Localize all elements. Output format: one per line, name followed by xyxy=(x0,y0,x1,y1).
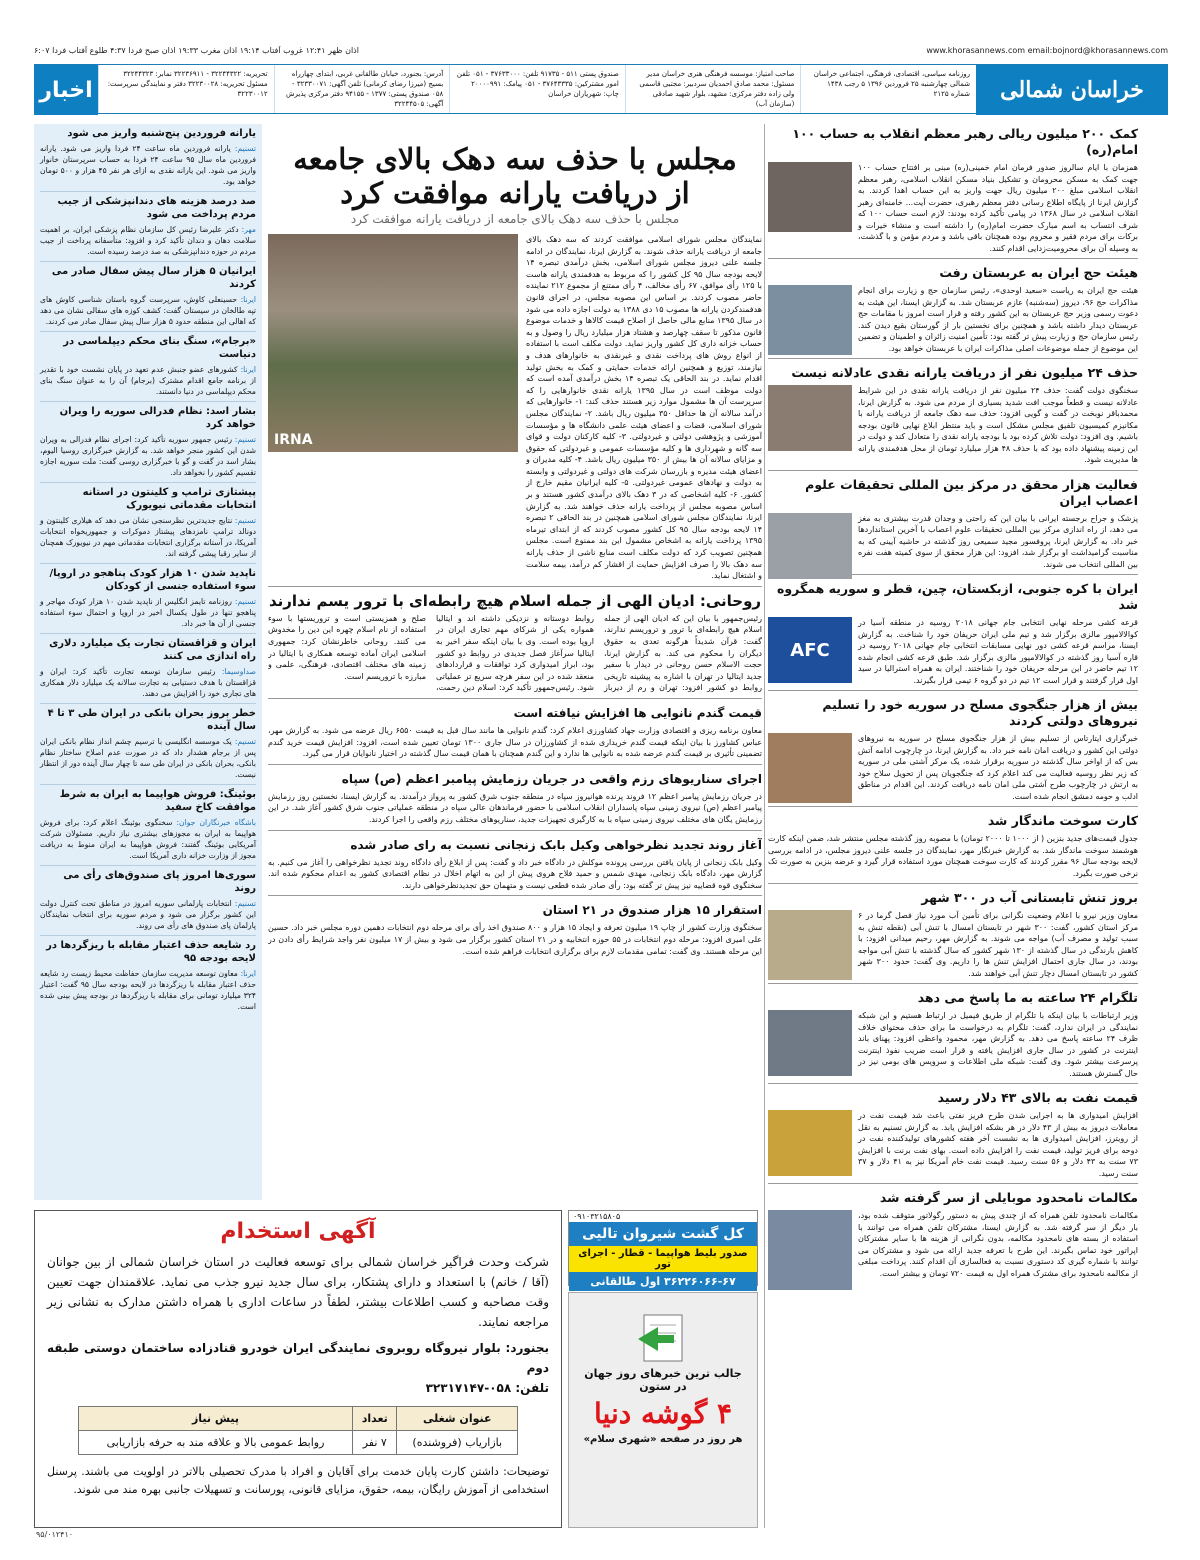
news-story xyxy=(768,990,1138,1084)
news-story xyxy=(768,1190,1138,1283)
brief-title: رد شایعه حذف اعتبار مقابله با ریزگردها در لایحه بودجه ۹۵ xyxy=(46,940,256,964)
masthead-info-3: صندوق پستی ۵۱۱ - ۹۱۷۳۵ تلفن: ۳۷۶۳۳۰۰۰ - ۰۵۱ تلفن امور مشترکین: ۳۷۶۴۳۳۳۵ - ۰۵۱ پیامک: ۲۰۰۰۰۹۹۱ چاپ: شهریاران خراسان xyxy=(449,65,625,113)
story-body: معاون وزیر نیرو با اعلام وضعیت نگرانی برای تأمین آب مورد نیاز فصل گرما در ۶ مرکز استان کشور، گفت: ۳۰۰ شهر در تابستان امسال با تنش آبی (نقطه تنش به سبب تولید و مصرف آب) مواجه می شوند. به گزارش مهر، رحیم میدانی افزود: با کاهش بارندگی در سال گذشته از ۱۳۰ شهر کشور که سال گذشته با تنش آبی مواجه بودند، در سال جاری احتمال افزایش تنش ها را داریم. وی گفت: حدود ۳۰۰ شهر کشور در تابستان امسال دچار تنش آبی خواهند شد. xyxy=(858,911,1138,978)
story-title: ایران با کره جنوبی، ازبکستان، چین، قطر و سوریه همگروه شد xyxy=(777,581,1138,612)
section-label: اخبار xyxy=(34,65,98,115)
masthead xyxy=(34,64,1168,114)
story-body: سخنگوی وزارت کشور از چاپ ۱۹ میلیون تعرفه و ایجاد ۱۵ هزار و ۸۰۰ صندوق اخذ رأی برای مرحله دوم انتخابات دهمین دوره مجلس خبر داد. حسین علی امیری افزود: مرحله دوم انتخابات در ۵۵ حوزه انتخابیه و در ۲۱ استان کشور برگزار می شود و بیش از ۱۷ میلیون نفر واجد شرایط رأی دادن در این مرحله هستند. وی گفت: تمامی مقدمات لازم برای برگزاری انتخابات فراهم شده است. xyxy=(268,923,762,956)
ad-description: شرکت وحدت فراگیر خراسان شمالی برای توسعه فعالیت در استان خراسان شمالی از بین جوانان (آقا / خانم) با استعداد و دارای پشتکار، برای سال جدید نیرو جذب می نماید. علاقمندان جهت تعیین وقت مصاحبه و کسب اطلاعات بیشتر، لطفاً در ساعات اداری با همراه داشتن مدارک به نشانی زیر مراجعه نمایند. xyxy=(47,1255,549,1329)
brief-body xyxy=(40,596,256,629)
brief-text: دکتر علیرضا رئیس کل سازمان نظام پزشکی ایران، بر اهمیت سلامت دهان و دندان تأکید کرد و افزود: متأسفانه پرداخت از جیب مردم در حوزه دندانپزشکی به صد درصد رسیده است. xyxy=(40,225,256,256)
story-body: سخنگوی دولت گفت: حذف ۲۴ میلیون نفر از دریافت یارانه نقدی در این شرایط عادلانه نیست و قطعاً موجب افت شدید بسیاری از مردم می شود. به گزارش ایرنا، محمدباقر نوبخت در گفت و گویی افزود: حذف سه دهک جامعه از دریافت یارانه با مکانیزم کمیسیون تلفیق مجلس مشکل است و باید منتظر ابلاغ نهایی قانون بودجه باشیم. وی افزود: دولت تلاش کرده بود با بودجه یارانه نقدی را متعادل کند و دولت در این زمینه پیشنهاد داده بود که با حذف ۴۸ هزار میلیارد تومان از محل هدفمندی یارانه ها مدیریت شود. xyxy=(858,386,1138,464)
brief-body xyxy=(40,294,256,327)
story-title: قیمت گندم نانوایی ها افزایش نیافته است xyxy=(513,705,762,720)
brief-text: رئیس سازمان توسعه تجارت تأکید کرد: ایران و قزاقستان با هدف دستیابی به تجارت سالانه یک میلیارد دلار همکاری های تجاری خود را افزایش می دهند. xyxy=(40,667,256,698)
news-story xyxy=(768,126,1138,259)
news-story xyxy=(268,698,762,760)
story-body: هیئت حج ایران به ریاست «سعید اوحدی»، رئیس سازمان حج و زیارت برای انجام مذاکرات حج ۹۶، دیروز (سه‌شنبه) عازم عربستان شد. به گزارش ایسنا، این هیئت به دعوت رسمی وزیر حج عربستان به این کشور رفته و قرار است امروز با مقامات حج عربستان دیدار داشته باشد و همچنین برای نخستین بار از گورستان بقیع دیدن کند. رئیس سازمان حج و زیارت پیش تر گفته بود: تأمین امنیت زائران و اطمینان و تضمین این موضوع از جمله موضوعات اصلی مذاکرات ایران با عربستان خواهد بود. xyxy=(858,286,1138,353)
spokesman-photo xyxy=(768,385,852,451)
story-body: جدول قیمت‌های جدید بنزین ( از ۱۰۰۰ تا ۲۰۰۰ تومان) با مصوبه روز گذشته مجلس منتشر شد، ضمن اینکه کارت هوشمند سوخت ماندگار شد. به گزارش خبرنگار مهر، نمایندگان در جلسه علنی دیروز مجلس، در ادامه بررسی لایحه بودجه سال ۹۶ مقرر کردند که کارت سوخت همچنان مورد استفاده قرار گیرد و عرضه بنزین به صورت تک نرخی صورت بگیرد. xyxy=(768,834,1138,878)
story-title: استقرار ۱۵ هزار صندوق در ۲۱ استان xyxy=(542,903,762,918)
story-body: در جریان رزمایش پیامبر اعظم ۱۲ فروند پرنده هوانیروز سپاه در منطقه جنوب شرق کشور به پرواز درآمدند. به گزارش ایسنا، نخستین روز رزمایش پیامبر اعظم (ص) نیروی زمینی سپاه پاسداران انقلاب اسلامی با حضور فرماندهان عالی سپاه در منطقه عملیاتی جنوب شرق کشور آغاز شد. در این رزمایش یگان های مختلف نیروی زمینی سپاه با به کارگیری تجهیزات جدید، سناریوهای مختلف رزم واقعی را اجرا کردند. xyxy=(268,791,762,824)
brief-title: ایرانیان ۵ هزار سال پیش سفال صادر می کردند xyxy=(51,266,256,290)
brief-text: حسینعلی کاوش، سرپرست گروه باستان شناسی کاوش های تپه طالخان در سیستان گفت: کشف کوزه های سفالی نشان می دهد که اهالی این منطقه حدود ۵ هزار سال پیش سفال صادر می کردند. xyxy=(40,295,256,326)
brief-title: سوری‌ها امروز پای صندوق‌های رأی می روند xyxy=(63,870,256,894)
ad-address: بجنورد: بلوار نیروگاه روبروی نمایندگی ایران خودرو قنادزاده ساختمان دوستی طبقه دوم xyxy=(47,1341,549,1375)
story-body: وکیل بابک زنجانی از پایان یافتن بررسی پرونده موکلش در دادگاه خبر داد و گفت: پس از ابلاغ رأی دادگاه روند تجدید نظرخواهی را آغاز می کنیم. به گزارش مهر، دادگاه بابک زنجانی، مهدی شمس و حمید فلاح هروی پیش از این به اتهام اخلال در نظام اقتصادی کشور به اعدام محکوم شده اند. سخنگوی قوه قضاییه نیز پیش تر گفته بود: رأی صادر شده قطعی نیست و متهمان حق تجدیدنظرخواهی دارند. xyxy=(268,857,762,890)
column-rule xyxy=(764,124,765,1528)
news-agency: تسنیم: xyxy=(234,597,257,606)
brief-story xyxy=(40,704,256,785)
lead-article-text: نمایندگان مجلس شورای اسلامی موافقت کردند که سه دهک بالای جامعه از دریافت یارانه حذف شوند. به گزارش ایرنا، نمایندگان در ادامه جلسه علنی دیروز مجلس شورای اسلامی، بخش درآمدی تبصره ۱۴ لایحه بودجه سال ۹۵ کل کشور را که مربوط به هدفمندی یارانه هاست با ۱۲۵ رأی موافق، ۶۷ رأی مخالف، ۴ رأی ممتنع از مجموع ۲۱۲ نماینده حاضر مصوب کردند. بر اساس این مصوبه مجلس، در اجرای قانون هدفمندکردن یارانه ها مصوب ۱۵ دی ۱۳۸۸ به دولت اجازه داده می شود در سال ۱۳۹۵ منابع مالی حاصل از اصلاح قیمت کالاها و خدمات موضوع قانون مذکور تا سقف چهارصد و هشتاد هزار میلیارد ریال را وصول و به حساب خزانه داری کل کشور واریز نماید. دولت مکلف است با استفاده از انواع روش های پرداخت نقدی و غیرنقدی به خانوارهای هدف و نیازمند، توزیع و همچنین ارائه خدمات حمایتی و کمک به بخش تولید اقدام نماید. در بند الحاقی یک تبصره ۱۴ بخش درآمدی آمده است که دولت موظف است در سال ۱۳۹۵ یارانه نقدی خانوارهایی را که سرپرست آن ها مشمول موارد زیر هستند حذف کند: ۱- خانوارهایی که درآمد سالانه آن ها حداقل ۳۵۰ میلیون ریال باشد. ۲- نمایندگان مجلس شورای اسلامی، قضات و اعضای هیئت علمی دانشگاه ها و مؤسسات آموزشی و پژوهشی دولتی و غیردولتی. ۳- کلیه کارکنان دولت و قوای سه گانه و شهرداری ها و کلیه مؤسسات عمومی و غیردولتی که حقوق و مزایای سالانه آن ها بیش از ۳۵۰ میلیون ریال باشد. ۴- کلیه مدیران و اعضای هیئت مدیره و بازرسان شرکت های دولتی و غیردولتی و وابسته به دولت و نهادهای عمومی غیردولتی. ۵- کلیه ایرانیان مقیم خارج از کشور. ۶- کلیه اشخاصی که در ۳ دهک بالای درآمدی کشور هستند و بر اساس مصوبه مجلس از پرداخت یارانه حذف خواهند شد. به گزارش ایرنا، نمایندگان مجلس شورای اسلامی همچنین در بند الحاقی ۲ تبصره ۱۴ لایحه بودجه سال ۹۵ کل کشور مصوب کردند که از ابتدای تیرماه ۱۳۹۵ پرداخت یارانه به اشخاص مشمول این بند ممنوع است. مجلس همچنین تصویب کرد که دولت مکلف است منابع ناشی از حذف یارانه سه دهک بالا را صرف افزایش حمایت از اقشار کم درآمد، بیمه سلامت و اشتغال نماید. xyxy=(526,235,762,581)
ad-title: آگهی استخدام xyxy=(220,1219,376,1244)
photo-credit: IRNA xyxy=(274,432,313,448)
mobile-phones-photo xyxy=(768,1210,852,1290)
story-body: پزشک و جراح برجسته ایرانی با بیان این که راحتی و وجدان قدرت بیشتری به مغز می دهد، از راه اندازی مرکز بین المللی تحقیقات علوم اعصاب با آخرین استانداردها خبر داد. به گزارش ایرنا، پروفسور مجید سمیعی روز گذشته در حاشیه آیینی که به مناسبت گرامیداشت او برگزار شد، افزود: این هزار محقق از سوی کمیته هفت نفره بین المللی انتخاب می شوند. xyxy=(858,513,1138,569)
brief-title: «برجام»، سنگ بنای محکم دیپلماسی در دنیاست xyxy=(63,336,256,360)
brief-text: روزنامه تایمز انگلیس از ناپدید شدن ۱۰ هزار کودک مهاجر و پناهجو تنها در طول یکسال اخیر در اروپا و احتمال سوء استفاده جنسی از آن ها خبر داد. xyxy=(40,597,256,628)
story-body: قرعه کشی مرحله نهایی انتخابی جام جهانی ۲۰۱۸ روسیه در منطقه آسیا در کوالالامپور مالزی برگزار شد و تیم ملی ایران حریفان خود را شناخت. به گزارش ایسنا، مراسم قرعه کشی دور نهایی مسابقات انتخابی جام جهانی ۲۰۱۸ روسیه در قاره آسیا روز گذشته در کوالالامپور مالزی برگزار شد. طبق قرعه کشی انجام شده ۱۲ تیم حاضر در این مرحله حریفان خود را شناختند. ایران به همراه استرالیا در سید اول قرار گرفتند و قرار است ۱۲ تیم در دو گروه ۶ تیمی قرار بگیرند. xyxy=(858,618,1138,685)
news-story xyxy=(768,813,1138,884)
right-column xyxy=(768,124,1138,1528)
official-photo xyxy=(768,285,852,355)
brief-body xyxy=(40,224,256,257)
brief-story xyxy=(40,936,256,1016)
job-title-cell: بازاریاب (فروشنده) xyxy=(397,1431,518,1455)
masthead-info-5: تحریریه: ۳۲۲۴۴۳۲۲ - ۳۲۲۳۶۹۱۱ نمابر: ۳۲۲۴۴۳۲۳ مسئول تحریریه: ۳۲۲۳۰۰۲۸ دفتر و نمایندگی سرپرست: ۳۲۲۳۰۰۱۲ xyxy=(98,65,274,113)
lead-article-body-part xyxy=(526,234,762,582)
ad-tagline: جالب ترین خبرهای روز جهان در ستون xyxy=(584,1367,742,1393)
brief-text: سخنگوی بوئینگ اعلام کرد: برای فروش هواپیما به ایران به مجوزهای بیشتری نیاز داریم. مسئولان شرکت آمریکایی بوئینگ گفتند: فروش هواپیما به ایران منوط به دریافت مجوز از وزارت خزانه داری آمریکا است. xyxy=(40,818,256,860)
agency-services: صدور بلیط هواپیما - قطار - اجرای تور xyxy=(569,1246,757,1272)
brief-text: معاون توسعه مدیریت سازمان حفاظت محیط زیست رد شایعه حذف اعتبار مقابله با ریزگردها در لایحه بودجه سال ۹۵ گفت: اعتبار ۳۲۴ میلیارد تومانی برای مقابله با ریزگردها در بودجه پیش بینی شده است. xyxy=(40,969,256,1011)
job-table-header: پیش نیاز xyxy=(79,1407,353,1431)
brief-story xyxy=(40,332,256,402)
agency-name: کل گشت شیروان تالیی xyxy=(569,1222,757,1246)
story-title: روحانی: ادیان الهی از جمله اسلام هیچ رابطه‌ای با ترور یسم ندارند xyxy=(268,591,762,610)
brief-body xyxy=(40,515,256,559)
masthead-info-1: روزنامه سیاسی، اقتصادی، فرهنگی، اجتماعی خراسان شمالی چهارشنبه ۲۵ فروردین ۱۳۹۶ ۵ رجب ۱۴۳۸ شماره ۲۱۲۵ xyxy=(800,65,976,113)
news-story xyxy=(768,477,1138,576)
story-title: کمک ۲۰۰ میلیون ریالی رهبر معظم انقلاب به حساب ۱۰۰ امام(ره) xyxy=(792,126,1138,157)
brief-title: ناپدید شدن ۱۰ هزار کودک پناهجو در اروپا/ سوء استفاده جنسی از کودکان xyxy=(49,568,256,592)
news-story xyxy=(268,764,762,826)
brief-title: بشار اسد: نظام فدرالی سوریه را ویران خواهد کرد xyxy=(59,406,256,430)
brief-story xyxy=(40,124,256,192)
brief-text: یک موسسه انگلیسی با ترسیم چشم انداز نظام بانکی ایران پس از برجام هشدار داد که در صورت عدم اصلاح ساختار نظام بانکی، بحران بانکی در ایران طی سه تا چهار سال آینده دور از انتظار نیست. xyxy=(40,737,256,779)
story-title: فعالیت هزار محقق در مرکز بین المللی تحقیقات علوم اعصاب ایران xyxy=(805,476,1138,508)
job-requirement-cell: روابط عمومی بالا و علاقه مند به حرفه بازاریابی xyxy=(79,1431,353,1455)
minister-photo xyxy=(768,1010,852,1076)
syria-photo xyxy=(768,733,852,803)
top-strip xyxy=(34,46,1168,60)
main-subheadline: مجلس با حذف سه دهک بالای جامعه از دریافت یارانه موافقت کرد xyxy=(350,212,680,226)
news-agency: ایرنا: xyxy=(240,295,256,304)
brief-title: بوئینگ: فروش هواپیما به ایران به شرط موافقت کاخ سفید xyxy=(59,789,256,813)
story-title: حذف ۲۴ میلیون نفر از دریافت یارانه نقدی عادلانه نیست xyxy=(791,365,1138,380)
story-title: آغاز روند تجدید نظرخواهی وکیل بابک زنجانی نسبت به رای صادر شده xyxy=(350,837,762,852)
story-body: مکالمات نامحدود تلفن همراه که از چندی پیش به دستور رگولاتور متوقف شده بود، بار دیگر از سر گرفته شد. به گزارش ایسنا، مشترکان تلفن همراه می توانند با استفاده از بسته های نامحدود مکالمه، بدون نگرانی از هزینه ها با سایر مشترکان اپراتور خود تماس بگیرند. این طرح با تعرفه جدید ارائه می شود و مشترکان می توانند با شماره گیری کد دستوری نسبت به فعالسازی آن اقدام کنند. پرداخت مبلغی از مکالمه نامحدود برای مشترک همراه اول به قیمت ۷۲۰ تومان و بیشتر است. xyxy=(858,1211,1138,1278)
main-headline-line2: از دریافت یارانه موافقت کرد xyxy=(340,176,690,210)
brief-story xyxy=(40,262,256,332)
website-info: www.khorasannews.com email:bojnord@khorasannews.com xyxy=(926,46,1168,55)
job-table xyxy=(78,1406,518,1455)
news-story xyxy=(768,890,1138,984)
news-agency: تسنیم: xyxy=(234,435,257,444)
brief-story xyxy=(40,564,256,634)
parliament-photo xyxy=(268,234,518,452)
brief-body xyxy=(40,434,256,478)
brief-body xyxy=(40,736,256,780)
news-agency: تسنیم: xyxy=(234,899,256,908)
news-agency: مهر: xyxy=(241,225,256,234)
table-row xyxy=(79,1431,518,1455)
brief-story xyxy=(40,866,256,936)
document-arrow-icon xyxy=(634,1313,694,1363)
water-tap-photo xyxy=(768,910,852,980)
four-corners-ad xyxy=(568,1292,758,1528)
story-title: قیمت نفت به بالای ۴۳ دلار رسید xyxy=(937,1090,1138,1105)
ad-notes: توضیحات: داشتن کارت پایان خدمت برای آقایان و افراد با مدرک تحصیلی بالاتر در اولویت می باشند. پرسنل استخدامی از آموزش رایگان، بیمه، حقوق، مزایای قانونی، پورسانت و تسهیلات جانبی بهره مند می شوند. xyxy=(47,1465,549,1496)
news-agency: تسنیم: xyxy=(234,144,257,153)
news-agency: باشگاه خبرنگاران جوان: xyxy=(176,818,256,827)
brief-body xyxy=(40,143,256,187)
brief-title: یارانه فروردین پنج‌شنبه واریز می شود xyxy=(67,128,256,139)
news-story xyxy=(768,365,1138,471)
travel-agency-ad xyxy=(568,1210,758,1286)
newspaper-logo: خراسان شمالی xyxy=(976,65,1168,115)
ad-top-number: ۰۹۱۰۳۲۱۵۸۰۵ xyxy=(573,1212,621,1221)
story-body: همزمان با ایام سالروز صدور فرمان امام خمینی(ره) مبنی بر افتتاح حساب ۱۰۰ جهت کمک به مسکن محرومان و تشکیل بنیاد مسکن انقلاب اسلامی، رهبر معظم انقلاب اسلامی مبلغ ۲۰۰ میلیون ریال جهت واریز به این حساب اهدا کردند. به گزارش ایرنا از پایگاه اطلاع رسانی دفتر معظم رهبری، حضرت آیت... خامنه‌ای رهبر انقلاب اسلامی در سال ۱۳۶۸ در پیامی تأکید کرده بودند: لازم است حساب ۱۰۰ که شرف انتساب به اسم مبارک حضرت امام(ره) را داشته است و منشاء خیرات و برکات برای مردم فقیر و محروم بوده همچنان باقی باشد و مردم مؤمن و با گذشت، به وسیله آن برای محرومیت‌زدایی اقدام کنند. xyxy=(858,163,1138,253)
story-body: رئیس‌جمهور با بیان این که ادیان الهی از جمله اسلام هیچ رابطه‌ای با ترور و تروریسم ندارند، گفت: قرآن شدیداً هرگونه تعدی به حقوق دیگران را محکوم می کند. به گزارش ایرنا، حجت الاسلام حسن روحانی در دیدار با سفیر جدید ایتالیا در تهران با اشاره به پیشینه تاریخی روابط دو کشور افزود: تهران و رم از دیرباز روابط دوستانه و نزدیکی داشته اند و ایتالیا همواره یکی از شرکای مهم تجاری ایران در اروپا بوده است. وی با بیان اینکه سفر اخیر به ایتالیا سرآغاز فصل جدیدی در روابط دو کشور بود، ابراز امیدواری کرد توافقات و قراردادهای منعقد شده در این سفر هرچه سریع تر عملیاتی شود. رئیس‌جمهور تأکید کرد: اسلام دین رحمت، صلح و همزیستی است و تروریستها با سوء استفاده از نام اسلام چهره این دین را مخدوش می کنند. روحانی خاطرنشان کرد: جمهوری اسلامی ایران آماده توسعه همکاری با ایتالیا در زمینه های مختلف اقتصادی، فرهنگی، علمی و مبارزه با تروریسم است. xyxy=(268,613,762,693)
brief-story xyxy=(40,483,256,564)
brief-text: رئیس جمهور سوریه تأکید کرد: اجرای نظام فدرالی به ویران شدن این کشور منجر خواهد شد. به گزارش خبرگزاری روسیا الیوم، بشار اسد در گفت و گو با خبرگزاری روسی گفت: ملت سوریه اجازه تقسیم کشور را نخواهد داد. xyxy=(40,435,256,477)
ad-subline: هر روز در صفحه «شهری سلام» xyxy=(583,1434,743,1445)
story-title: اجرای سناریوهای رزم واقعی در جریان رزمایش پیامبر اعظم (ص) سپاه xyxy=(341,771,762,786)
ad-code: ۹۵/۰۱۲۴۱۰ xyxy=(36,1530,74,1539)
story-title: بیش از هزار جنگجوی مسلح در سوریه خود را تسلیم نیروهای دولتی کردند xyxy=(822,697,1138,728)
news-agency: تسنیم: xyxy=(234,737,256,746)
oil-chart-photo xyxy=(768,1110,852,1176)
brief-story xyxy=(40,402,256,483)
brief-title: ایران و قزاقستان تجارت یک میلیارد دلاری راه اندازی می کنند xyxy=(49,638,256,662)
news-story xyxy=(268,895,762,957)
surgeon-photo xyxy=(768,513,852,579)
brief-body xyxy=(40,898,256,931)
news-agency: صداوسیما: xyxy=(221,667,256,676)
brief-title: صد درصد هزینه های دندانپزشکی از جیب مردم پرداخت می شود xyxy=(57,196,256,220)
left-news-column xyxy=(34,124,262,1200)
news-story xyxy=(768,265,1138,359)
prayer-times: اذان ظهر ۱۲:۴۱ غروب آفتاب ۱۹:۱۴ اذان مغرب ۱۹:۳۳ اذان صبح فردا ۴:۳۷ طلوع آفتاب فردا ۶:۰۷ xyxy=(34,46,359,55)
main-headline-line1: مجلس با حذف سه دهک بالای جامعه xyxy=(293,142,737,176)
news-agency: ایرنا: xyxy=(240,365,256,374)
news-story xyxy=(768,697,1138,807)
agency-phone: ۳۶۲۲۶۰۶۶-۶۷ اول طالقانی xyxy=(569,1272,757,1291)
afc-logo-icon: AFC xyxy=(768,617,852,683)
brief-text: انتخابات پارلمانی سوریه امروز در مناطق تحت کنترل دولت این کشور برگزار می شود و مردم سوریه برای انتخاب نمایندگان پارلمان پای صندوق های رأی می روند. xyxy=(40,899,256,930)
job-table-header: عنوان شغلی xyxy=(397,1407,518,1431)
story-body: خبرگزاری ایتارتاس از تسلیم بیش از هزار جنگجوی مسلح در سوریه به نیروهای دولتی این کشور و دریافت امان نامه خبر داد. به گزارش ایرنا، در چارچوب ادامه آتش بس که از اواخر سال گذشته در سوریه برقرار شده، یک مرکز آشتی ملی در سوریه که زیر نظر روسیه فعالیت می کند اعلام کرد که جنگجویان پس از تحویل سلاح خود به ارتش در چارچوب طرح آشتی ملی امان نامه دریافت کردند. این اقدام در مناطق ادلب و حومه دمشق انجام شده است. xyxy=(858,734,1138,801)
news-story xyxy=(768,581,1138,691)
main-headline xyxy=(268,142,762,210)
leader-photo xyxy=(768,162,852,232)
brief-title: خطر بروز بحران بانکی در ایران طی ۳ تا ۴ سال آینده xyxy=(47,708,256,732)
news-story xyxy=(268,830,762,892)
job-count-cell: ۷ نفر xyxy=(353,1431,397,1455)
center-column xyxy=(268,124,762,1204)
story-title: هیئت حج ایران به عربستان رفت xyxy=(939,265,1138,280)
story-title: مکالمات نامحدود موبایلی از سر گرفته شد xyxy=(879,1190,1138,1205)
masthead-info-2: صاحب امتیاز: موسسه فرهنگی هنری خراسان مدیر مسئول: محمد صادق احمدیان سردبیر: مجتبی قاسمی ولی زاده دفتر مرکزی: مشهد، بلوار شهید صادقی (سازمان آب) xyxy=(625,65,801,113)
brief-story xyxy=(40,192,256,262)
brief-story xyxy=(40,785,256,866)
masthead-info-4: آدرس: بجنورد، خیابان طالقانی غربی، ابتدای چهارراه بسیج (میرزا رضای کرمانی) تلفن آگهی: ۳۲۳۳۰۰۷۱ - ۰۵۸ صندوق پستی: ۱۳۷۷ - ۹۴۱۵۵ دفتر مرکزی پذیرش آگهی: ۳۲۲۴۴۵۰۵ xyxy=(274,65,450,113)
brief-body xyxy=(40,817,256,861)
story-body: افزایش امیدواری ها به اجرایی شدن طرح فریز نفتی باعث شد قیمت نفت در معاملات دیروز به بیش از ۴۳ دلار در هر بشکه افزایش یابد. به گزارش تسنیم به نقل از رویترز، افزایش امیدواری ها به نشست آخر هفته کشورهای تولیدکننده نفت در دوحه برای فریز تولید، قیمت نفت را افزایش داده است. بهای نفت برنت با افزایش ۷۳ سنت به ۴۳ دلار و ۵۶ سنت رسید. قیمت نفت خام آمریکا نیز به ۴۱ دلار و ۳۷ سنت رسید. xyxy=(858,1111,1138,1178)
ad-phone: تلفن: ۰۵۸-۳۲۳۱۷۱۴۷ xyxy=(425,1381,549,1395)
news-agency: تسنیم: xyxy=(234,516,256,525)
brief-text: نتایج جدیدترین نظرسنجی نشان می دهد که هیلاری کلینتون و دونالد ترامپ نامزدهای پیشتاز دموکرات و جمهوریخواه انتخابات آمریکا، در آستانه برگزاری انتخابات مقدماتی مهم در نیویورک همچنان از سایر رقبا پیشی گرفته اند. xyxy=(40,516,256,558)
story-title: تلگرام ۲۴ ساعته به ما پاسخ می دهد xyxy=(917,990,1138,1005)
news-story xyxy=(268,586,762,694)
brief-text: کشورهای عضو جنبش عدم تعهد در پایان نشست خود با تقدیر از برنامه جامع اقدام مشترک (برجام) آن را به عنوان سنگ بنای محکم دیپلماسی در دنیا دانستند. xyxy=(40,365,256,396)
news-story xyxy=(768,1090,1138,1184)
brief-title: پیشتازی ترامپ و کلینتون در استانه انتخابات مقدماتی نیویورک xyxy=(82,487,256,511)
ad-brand: ۴ گوشه دنیا xyxy=(593,1397,733,1430)
brief-body xyxy=(40,666,256,699)
brief-body xyxy=(40,968,256,1012)
story-body: وزیر ارتباطات با بیان اینکه با تلگرام از طریق فیمیل در ارتباط هستیم و این شبکه نمایندگی در ایران ندارد، گفت: تلگرام به درخواست ما برای حذف محتوای خلاف ظرف ۲۴ ساعته پاسخ می دهد. به گزارش مهر، محمود واعظی افزود: پهنای باند اینترنت در کشور در سال جاری افزایش یافته و قرار است ضریب نفوذ اینترنت پرسرعت بیشتر شود. وی گفت: شبکه ملی اطلاعات و سرویس های بومی نیز در حال گسترش هستند. xyxy=(858,1011,1138,1078)
employment-ad xyxy=(34,1210,562,1528)
job-table-header: تعداد xyxy=(353,1407,397,1431)
brief-text: یارانه فروردین ماه ساعت ۲۴ فردا واریز می شود. یارانه فروردین ماه سال ۹۵ ساعت ۲۴ فردا به حساب سرپرستان خانوار واریز می شود. این یارانه نقدی به ازای هر نفر ۴۵ هزار و ۵۰۰ تومان خواهد بود. xyxy=(40,144,256,186)
story-body: معاون برنامه ریزی و اقتصادی وزارت جهاد کشاورزی اعلام کرد: گندم نانوایی ها مانند سال قبل به قیمت ۶۵۵۰ ریال عرضه می شود. به گزارش مهر، عباس کشاورز با بیان اینکه قیمت گندم خریداری شده از کشاورزان در سال جاری ۱۳۰۰ تومان تعیین شده است، افزود: افزایش قیمت خرید گندم تضمینی تأثیری بر قیمت گندم عرضه شده به نانوایی ها ندارد و این گندم همچنان با همان قیمت سال گذشته در اختیار نانوایان قرار می گیرد. xyxy=(268,725,762,759)
story-title: کارت سوخت ماندگار شد xyxy=(987,813,1138,828)
brief-body xyxy=(40,364,256,397)
news-agency: ایرنا: xyxy=(240,969,256,978)
story-title: بروز تنش تابستانی آب در ۳۰۰ شهر xyxy=(921,890,1138,905)
brief-story xyxy=(40,634,256,704)
